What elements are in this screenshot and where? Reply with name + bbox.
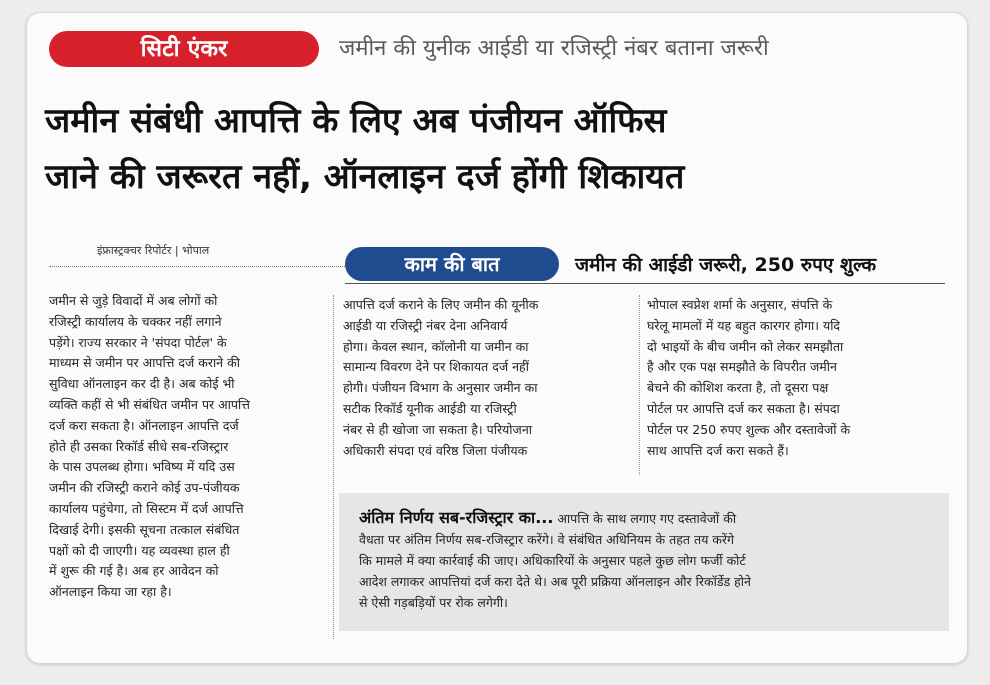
final-line: कि मामले में क्या कार्रवाई की जाए। अधिकारियों के अनुसार पहले कुछ लोग फर्जी कोर्ट (359, 553, 746, 568)
column-1-line: पक्षों को दी जाएगी। यह व्यवस्था हाल ही (49, 542, 230, 558)
column-divider (333, 295, 334, 639)
subhead-divider (345, 283, 945, 284)
column-3-line: साथ आपत्ति दर्ज करा सकते हैं। (647, 442, 789, 458)
column-1-line: व्यक्ति कहीं से भी संबंधित जमीन पर आपत्ति (49, 396, 250, 412)
headline-line-2: जाने की जरूरत नहीं, ऑनलाइन दर्ज होंगी शिकायत (45, 157, 685, 197)
byline-divider (49, 266, 349, 267)
final-line: आदेश लगाकर आपत्तियां दर्ज करा देते थे। अब पूरी प्रक्रिया ऑनलाइन और रिकॉर्डेड होने (359, 574, 751, 589)
column-1-line: होते ही उसका रिकॉर्ड सीधे सब-रजिस्ट्रार (49, 438, 229, 454)
column-1-line: कार्यालय पहुंचेगा, तो सिस्टम में दर्ज आपत्ति (49, 500, 244, 516)
column-2-line: होगा। केवल स्थान, कॉलोनी या जमीन का (343, 338, 529, 354)
column-1-line: सुविधा ऑनलाइन कर दी है। अब कोई भी (49, 376, 235, 392)
article-column-3 (647, 295, 947, 461)
column-3-line: दो भाइयों के बीच जमीन को लेकर समझौता (647, 338, 844, 354)
column-1-line: में शुरू की गई है। अब हर आवेदन को (49, 563, 219, 579)
column-3-line: बेचने की कोशिश करता है, तो दूसरा पक्ष (647, 380, 829, 396)
kicker-text: जमीन की युनीक आईडी या रजिस्ट्री नंबर बताना जरूरी (339, 36, 769, 61)
column-3-line: घरेलू मामलों में यह बहुत कारगर होगा। यदि (647, 317, 841, 333)
byline (97, 243, 209, 258)
column-divider (639, 295, 640, 475)
column-1-line: दिखाई देगी। इसकी सूचना तत्काल संबंधित (49, 521, 240, 537)
column-2-line: अधिकारी संपदा एवं वरिष्ठ जिला पंजीयक (343, 442, 528, 458)
column-3-line: पोर्टल पर आपत्ति दर्ज कर सकता है। संपदा (647, 400, 840, 416)
column-1-line: माध्यम से जमीन पर आपत्ति दर्ज कराने की (49, 355, 240, 371)
byline-separator: | (174, 244, 183, 257)
byline-place: भोपाल (182, 244, 210, 257)
final-line: वैधता पर अंतिम निर्णय सब-रजिस्ट्रार करेंगे। वे संबंधित अधिनियम के तहत तय करेंगे (359, 532, 735, 547)
headline-line-1: जमीन संबंधी आपत्ति के लिए अब पंजीयन ऑफिस (45, 101, 667, 141)
column-1-line: के पास उपलब्ध होगा। भविष्य में यदि उस (49, 459, 235, 475)
column-2-line: सामान्य विवरण देने पर शिकायत दर्ज नहीं (343, 359, 529, 375)
final-decision-title: अंतिम निर्णय सब-रजिस्ट्रार का... (359, 508, 554, 527)
column-2-line: होगी। पंजीयन विभाग के अनुसार जमीन का (343, 380, 538, 396)
column-2-line: सटीक रिकॉर्ड यूनीक आईडी या रजिस्ट्री (343, 400, 517, 416)
column-2-line: आईडी या रजिस्ट्री नंबर देना अनिवार्य (343, 317, 508, 333)
column-2-line: आपत्ति दर्ज कराने के लिए जमीन की यूनीक (343, 297, 539, 312)
kicker-row (49, 29, 949, 69)
final-decision-text (359, 507, 939, 613)
subhead-text: जमीन की आईडी जरूरी, 250 रुपए शुल्क (575, 254, 877, 276)
column-1-line: दर्ज करा सकता है। ऑनलाइन आपत्ति दर्ज (49, 417, 239, 433)
byline-reporter: इंफ्रास्ट्रक्चर रिपोर्टर (97, 244, 172, 257)
article-column-2 (343, 295, 633, 461)
column-1-line: जमीन की रजिस्ट्री कराने कोई उप-पंजीयक (49, 480, 240, 496)
final-line: से ऐसी गड़बड़ियों पर रोक लगेगी। (359, 595, 508, 610)
column-1-line: पड़ेंगे। राज्य सरकार ने 'संपदा पोर्टल' के (49, 334, 227, 350)
article-column-1 (49, 291, 325, 603)
kaam-ki-baat-badge: काम की बात (345, 247, 559, 281)
final-decision-box (339, 493, 949, 631)
city-anchor-badge: सिटी एंकर (49, 31, 319, 67)
column-1-line: ऑनलाइन किया जा रहा है। (49, 584, 172, 600)
column-3-line: है और एक पक्ष समझौते के विपरीत जमीन (647, 359, 837, 375)
column-3-line: पोर्टल पर 250 रुपए शुल्क और दस्तावेजों के (647, 421, 851, 437)
column-1-line: जमीन से जुड़े विवादों में अब लोगों को (49, 293, 218, 308)
column-2-line: नंबर से ही खोजा जा सकता है। परियोजना (343, 421, 532, 437)
final-first-line (359, 507, 939, 529)
column-1-line: रजिस्ट्री कार्यालय के चक्कर नहीं लगाने (49, 313, 222, 329)
headline (45, 93, 955, 205)
news-clipping (26, 12, 968, 664)
column-3-line: भोपाल स्वप्नेश शर्मा के अनुसार, संपत्ति के (647, 297, 833, 312)
final-line: आपत्ति के साथ लगाए गए दस्तावेजों की (553, 511, 737, 526)
